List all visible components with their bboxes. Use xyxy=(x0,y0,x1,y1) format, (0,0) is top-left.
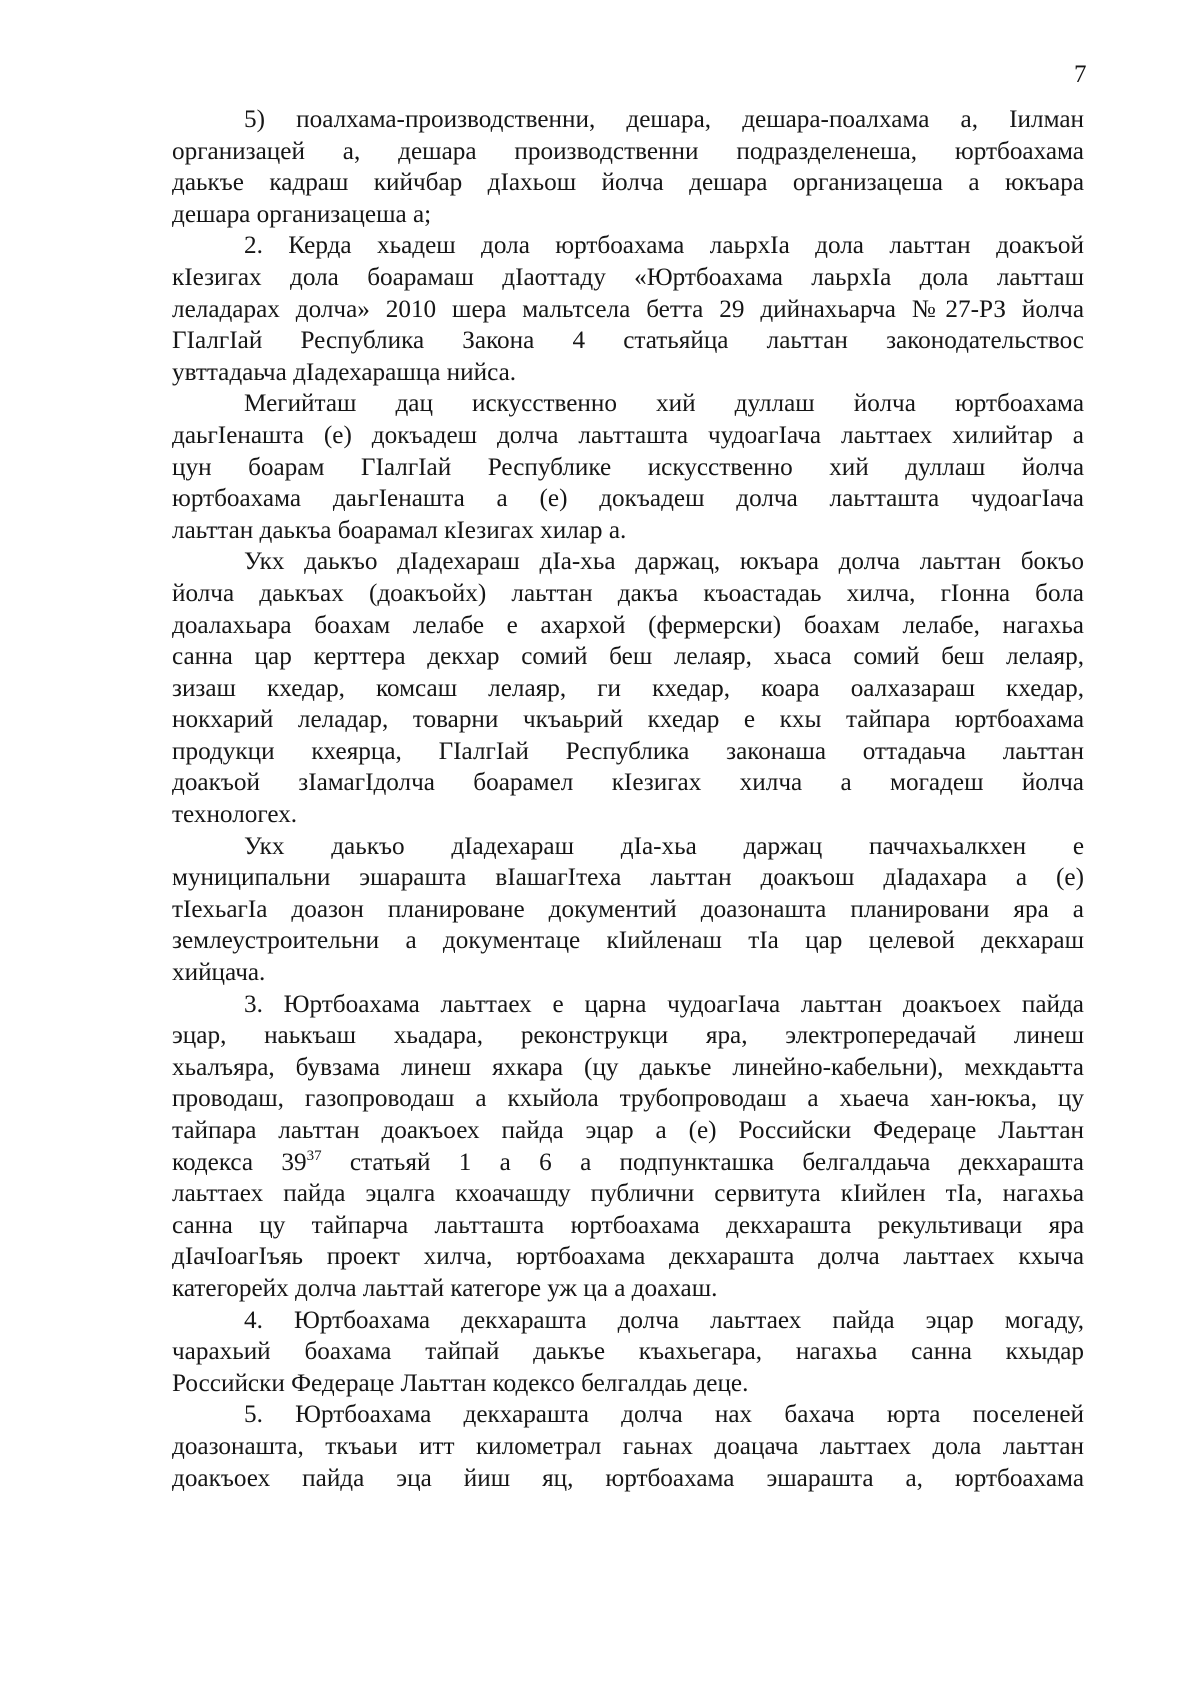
text-line: юртбоахама даьгIенашта а (е) докъадеш долча лаьтташта чудоагIача xyxy=(172,485,1084,513)
text-line: санна цу тайпарча лаьтташта юртбоахама декхарашта рекультиваци яра xyxy=(172,1211,1084,1239)
text-line: чарахьий боахама тайпай даькъе къахьегара, нагахьа санна кхыдар xyxy=(172,1338,1084,1366)
text-line: леладарах долча» 2010 шера мальтсела бетта 29 дийнахьарча №27-РЗ йолча xyxy=(172,295,1084,323)
text-line: 5. Юртбоахама декхарашта долча нах бахача юрта поселеней xyxy=(244,1401,1084,1429)
text-line: зизаш кхедар, комсаш лелаяр, ги кхедар, коара оалхазараш кхедар, xyxy=(172,674,1084,702)
text-line: Российски Федераце Лаьттан кодексо белгалдаь деце. xyxy=(172,1369,749,1397)
text-line: кодекса $39^{37}$ статьяй 1 а 6 а подпункташка белгалдаьча декхарашта xyxy=(172,1147,1084,1176)
text-line: дешара организацеша а; xyxy=(172,200,432,228)
text-line: организацей а, дешара производственни подразделенеша, юртбоахама xyxy=(172,137,1084,165)
text-line: даькъе кадраш кийчбар дIахьош йолча дешара организацеша а юкъара xyxy=(172,169,1084,197)
text-line: лаьттан даькъа боарамал кIезигах хилар а. xyxy=(172,516,627,544)
text-line: санна цар керттера декхар сомий беш лелаяр, хьаса сомий беш лелаяр, xyxy=(172,643,1084,671)
text-line: хьалъяра, бувзама линеш яхкара (цу даькъе линейно-кабельни), мехкдаьтта xyxy=(172,1053,1084,1081)
text-line: Мегийташ дац искусственно хий дуллаш йолча юртбоахама xyxy=(244,390,1084,418)
text-line: дIачIоагIъяь проект хилча, юртбоахама декхарашта долча лаьттаех кхыча xyxy=(172,1243,1084,1271)
text-line: хийцача. xyxy=(172,959,266,987)
text-line: кIезигах дола боарамаш дIаоттаду «Юртбоахама лаьрхIа дола лаьтташ xyxy=(172,263,1084,291)
text-line: доазонашта, ткъаьи итт километрал гаьнах доацача лаьттаех дола лаьттан xyxy=(172,1432,1084,1460)
superscript: 37 xyxy=(306,1147,322,1164)
text-line: доакъой зIамагIдолча боарамел кIезигах хилча а могадеш йолча xyxy=(172,769,1084,797)
text-line: ГIалгIай Республика Закона 4 статьяйца лаьттан законодательствос xyxy=(172,327,1084,355)
text-line: тIехьагIа доазон планироване документий доазонашта планировани яра а xyxy=(172,895,1084,923)
page-number: 7 xyxy=(1074,61,1087,88)
text-line: Укх даькъо дIадехараш дIа-хьа даржац паччахьалкхен е xyxy=(244,832,1084,860)
text-line: землеустроительни а документаце кIийленаш тIа цар целевой декхараш xyxy=(172,927,1084,955)
text-line: эцар, наькъаш хьадара, реконструкци яра, электропередачай линеш xyxy=(172,1022,1084,1050)
text-line: 2. Керда хьадеш дола юртбоахама лаьрхIа дола лаьттан доакъой xyxy=(244,232,1084,260)
text-line: лаьттаех пайда эцалга кхоачашду публични сервитута кIийлен тIа, нагахьа xyxy=(172,1180,1084,1208)
text-line: доакъоех пайда эца йиш яц, юртбоахама эшарашта а, юртбоахама xyxy=(172,1464,1084,1492)
text-line: цун боарам ГIалгIай Республике искусственно хий дуллаш йолча xyxy=(172,453,1084,481)
text-line: тайпара лаьттан доакъоех пайда эцар а (е) Российски Федераце Лаьттан xyxy=(172,1117,1084,1144)
text-line: доалахьара боахам лелабе е ахархой (фермерски) боахам лелабе, нагахьа xyxy=(172,611,1084,639)
text-line: увттадаьча дIадехарашца нийса. xyxy=(172,358,517,386)
text-line: 3. Юртбоахама лаьттаех е царна чудоагIача лаьттан доакъоех пайда xyxy=(244,990,1084,1018)
text-line: 5) поалхама-производственни, дешара, дешара-поалхама а, Iилман xyxy=(244,106,1084,133)
text-line: продукци кхеярца, ГIалгIай Республика законаша оттадаьча лаьттан xyxy=(172,737,1084,765)
text-line: категорейх долча лаьттай категоре уж ца а доахаш. xyxy=(172,1274,718,1302)
text-line: проводаш, газопроводаш а кхыйола трубопроводаш а хьаеча хан-юкъа, цу xyxy=(172,1085,1084,1113)
document-body xyxy=(172,104,1084,1494)
text-line: Укх даькъо дIадехараш дIа-хьа даржац, юкъара долча лаьттан бокъо xyxy=(244,548,1084,576)
text-line: йолча даькъах (доакъойх) лаьттан дакъа къоастадаь хилча, гIонна бола xyxy=(172,579,1084,607)
text-line: нокхарий леладар, товарни чкъаьрий кхедар е кхы тайпара юртбоахама xyxy=(172,706,1084,734)
text-line: технологех. xyxy=(172,801,298,829)
text-line: 4. Юртбоахама декхарашта долча лаьттаех пайда эцар могаду, xyxy=(244,1306,1084,1334)
text-line: даьгIенашта (е) докъадеш долча лаьтташта чудоагIача лаьттаех хилийтар а xyxy=(172,421,1084,449)
text-line: муниципальни эшарашта вIашагIтеха лаьттан доакъош дIадахара а (е) xyxy=(172,864,1084,892)
